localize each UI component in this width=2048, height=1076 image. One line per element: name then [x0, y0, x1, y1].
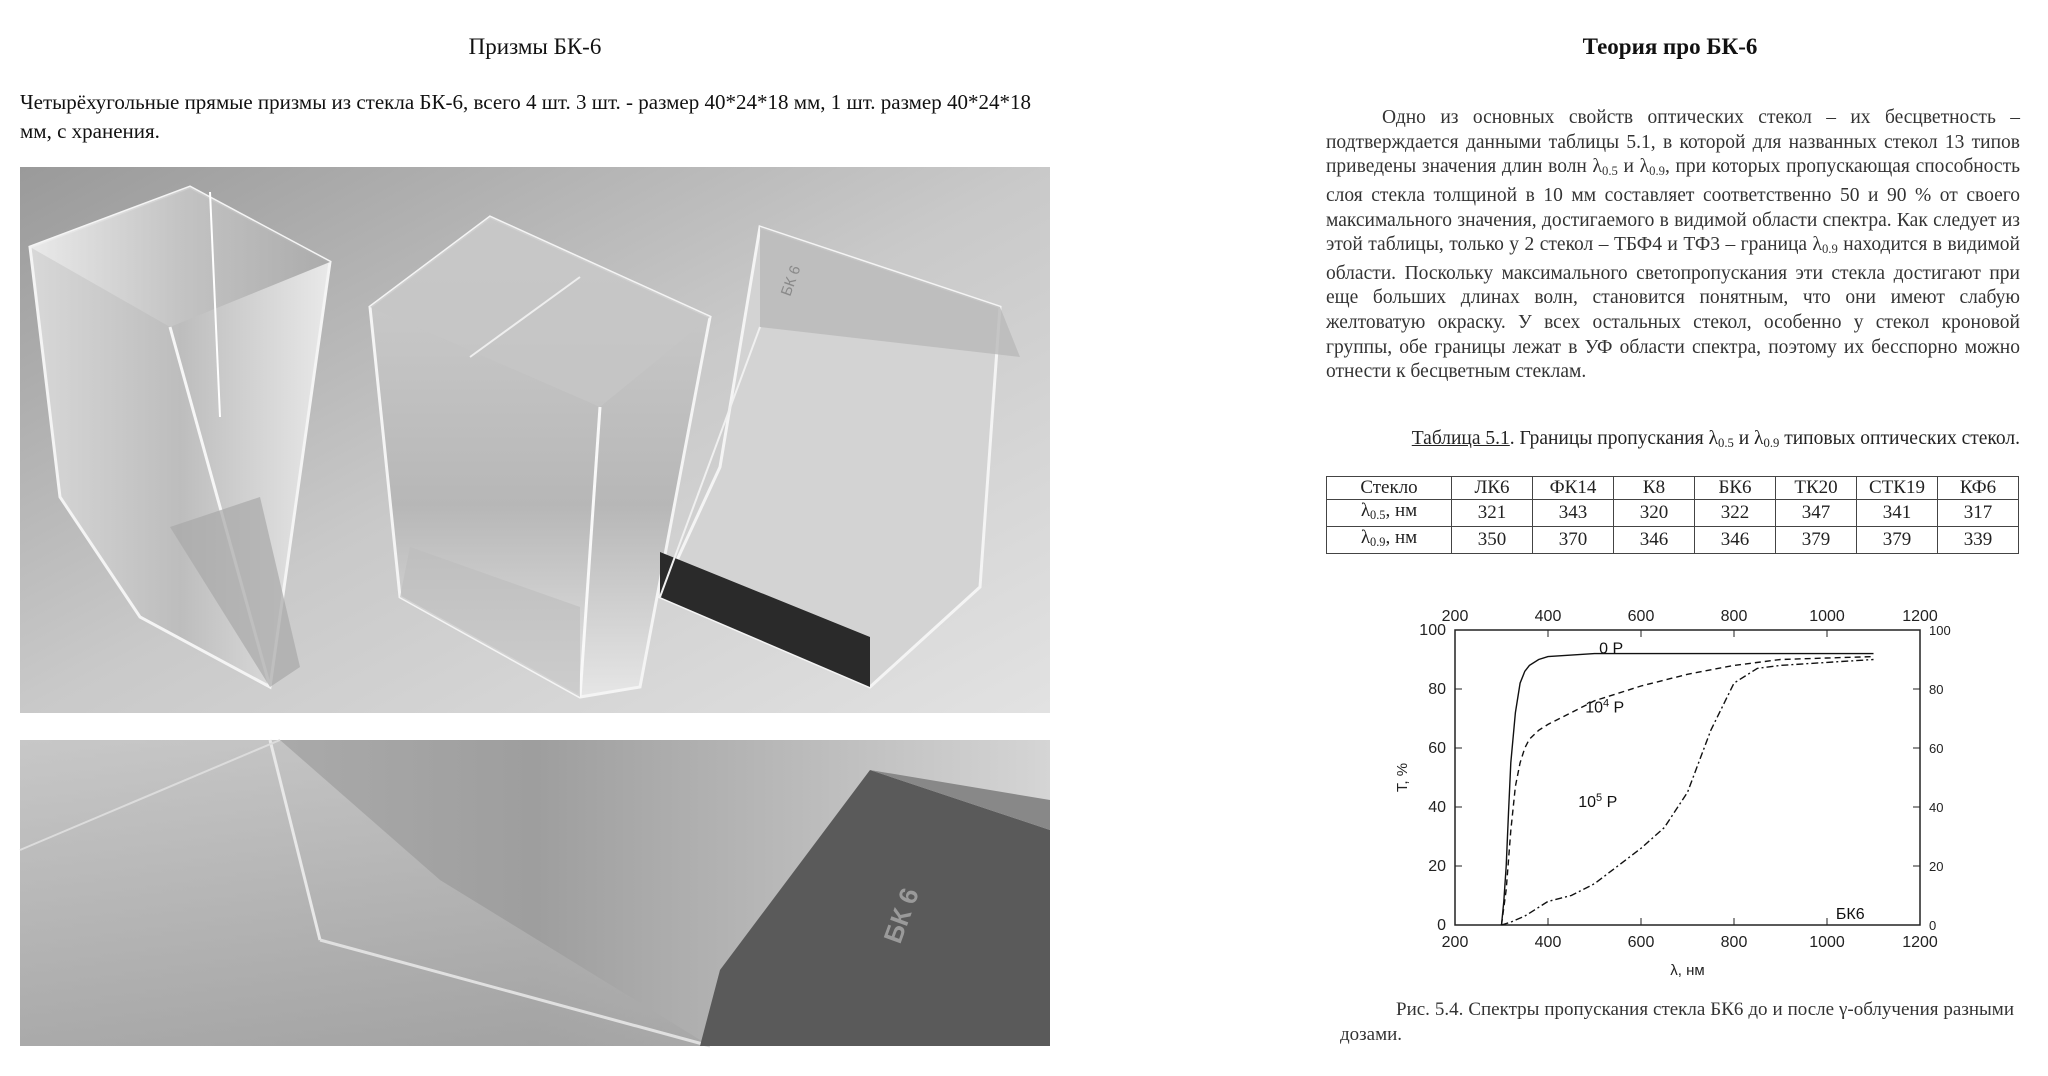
table-row-label: $\lambda_{0.9}$, нм	[1327, 527, 1452, 554]
y-tick-label-left: 0	[1437, 917, 1446, 934]
table-cell: 320	[1614, 500, 1695, 527]
transmission-chart	[1380, 592, 1951, 992]
figure-caption: Рис. 5.4. Спектры пропускания стекла БК6 до и после γ-облучения разными дозами.	[1340, 999, 2014, 1045]
table-cell: 322	[1695, 500, 1776, 527]
x-tick-label-top: 600	[1627, 608, 1655, 625]
x-tick-label-bottom: 600	[1627, 934, 1655, 951]
series-line-2	[1502, 660, 1874, 926]
prism-label-top: БК 6	[777, 263, 805, 299]
table-header-cell: Стекло	[1327, 477, 1452, 500]
y-tick-label-left: 100	[1419, 622, 1446, 639]
x-tick-label-bottom: 200	[1441, 934, 1469, 951]
table-header-cell: ФК14	[1533, 477, 1614, 500]
y-tick-label-right: 0	[1929, 918, 1937, 933]
y-tick-label-left: 60	[1428, 740, 1446, 757]
x-tick-label-bottom: 1200	[1902, 934, 1938, 951]
table-cell: 370	[1533, 527, 1614, 554]
table-row-label: $\lambda_{0.5}$, нм	[1327, 500, 1452, 527]
x-tick-label-bottom: 400	[1534, 934, 1562, 951]
y-tick-label-right: 40	[1929, 800, 1944, 815]
prism-label-bottom: БК 6	[877, 883, 925, 948]
table-header-cell: ТК20	[1776, 477, 1857, 500]
prism-photo-top	[20, 167, 1050, 713]
y-tick-label-right: 20	[1929, 859, 1944, 874]
table-header-cell: КФ6	[1938, 477, 2019, 500]
right-page-title: Теория про БК-6	[1582, 34, 1758, 59]
prism-photo-bottom	[20, 740, 1050, 1046]
table-row	[1327, 500, 2019, 527]
table-cell: 379	[1776, 527, 1857, 554]
y-tick-label-right: 60	[1929, 741, 1944, 756]
table-cell: 346	[1695, 527, 1776, 554]
series-label-0: 0 Р	[1599, 640, 1624, 658]
x-tick-label-top: 200	[1441, 608, 1469, 625]
y-tick-label-left: 20	[1428, 858, 1446, 875]
y-tick-label-left: 80	[1428, 681, 1446, 698]
theory-paragraph: Одно из основных свойств оптических стекол – их бесцветность – подтверждается данными таблицы 5.1, в которой для названных стекол 13 типов приведены значения длин волн $\lambda_{0.5}$ и $\lambda_{0.9}$, при которых пропускающая способность слоя стекла толщиной в 10 мм составляет соответственно 50 и 90 % от своего максимального значения, достигаемого в видимой области спектра. Как следует из этой таблицы, только у 2 стекол – ТБФ4 и ТФ3 – граница $\lambda_{0.9}$ находится в видимой области. Поскольку максимального светопропускания эти стекла достигают при еще больших длинах волн, становится понятным, что они имеют слабую желтоватую окраску. У всех остальных стекол, особенно у стекол кроновой группы, обе границы лежат в УФ области спектра, поэтому их бесспорно можно отнести к бесцветным стеклам.	[1326, 107, 2020, 383]
x-tick-label-top: 1000	[1809, 608, 1845, 625]
x-tick-label-top: 800	[1720, 608, 1748, 625]
table-header-cell: БК6	[1695, 477, 1776, 500]
table-cell: 346	[1614, 527, 1695, 554]
table-cell: 379	[1857, 527, 1938, 554]
series-line-0	[1502, 654, 1874, 925]
y-tick-label-right: 100	[1929, 623, 1951, 638]
table-cell: 321	[1452, 500, 1533, 527]
table-cell: 347	[1776, 500, 1857, 527]
table-cell: 341	[1857, 500, 1938, 527]
table-header-cell: ЛК6	[1452, 477, 1533, 500]
chart-annotation: БК6	[1835, 906, 1865, 924]
x-tick-label-top: 400	[1534, 608, 1562, 625]
x-tick-label-top: 1200	[1902, 608, 1938, 625]
table-cell: 343	[1533, 500, 1614, 527]
series-label-1: $10^4$ Р	[1585, 697, 1625, 717]
table-header-row	[1327, 477, 2019, 500]
y-tick-label-right: 80	[1929, 682, 1944, 697]
table-cell: 350	[1452, 527, 1533, 554]
table-header-cell: К8	[1614, 477, 1695, 500]
x-tick-label-bottom: 1000	[1809, 934, 1845, 951]
table-header-cell: СТК19	[1857, 477, 1938, 500]
left-page-title: Призмы БК-6	[468, 34, 602, 59]
series-label-2: $10^5$ Р	[1578, 792, 1618, 811]
x-tick-label-bottom: 800	[1720, 934, 1748, 951]
y-tick-label-left: 40	[1428, 799, 1446, 816]
table-row	[1327, 527, 2019, 554]
x-axis-label: λ, нм	[1670, 962, 1705, 979]
table-cell: 339	[1938, 527, 2019, 554]
glass-transmission-table	[1326, 476, 2019, 554]
table-caption: Таблица 5.1. Границы пропускания $\lambda_{0.5}$ и $\lambda_{0.9}$ типовых оптических стекол.	[1411, 428, 2020, 451]
prism-description: Четырёхугольные прямые призмы из стекла БК-6, всего 4 шт. 3 шт. - размер 40*24*18 мм, 1 шт. размер 40*24*18 мм, с хранения.	[20, 90, 1031, 143]
table-cell: 317	[1938, 500, 2019, 527]
y-axis-label: T, %	[1394, 762, 1411, 793]
